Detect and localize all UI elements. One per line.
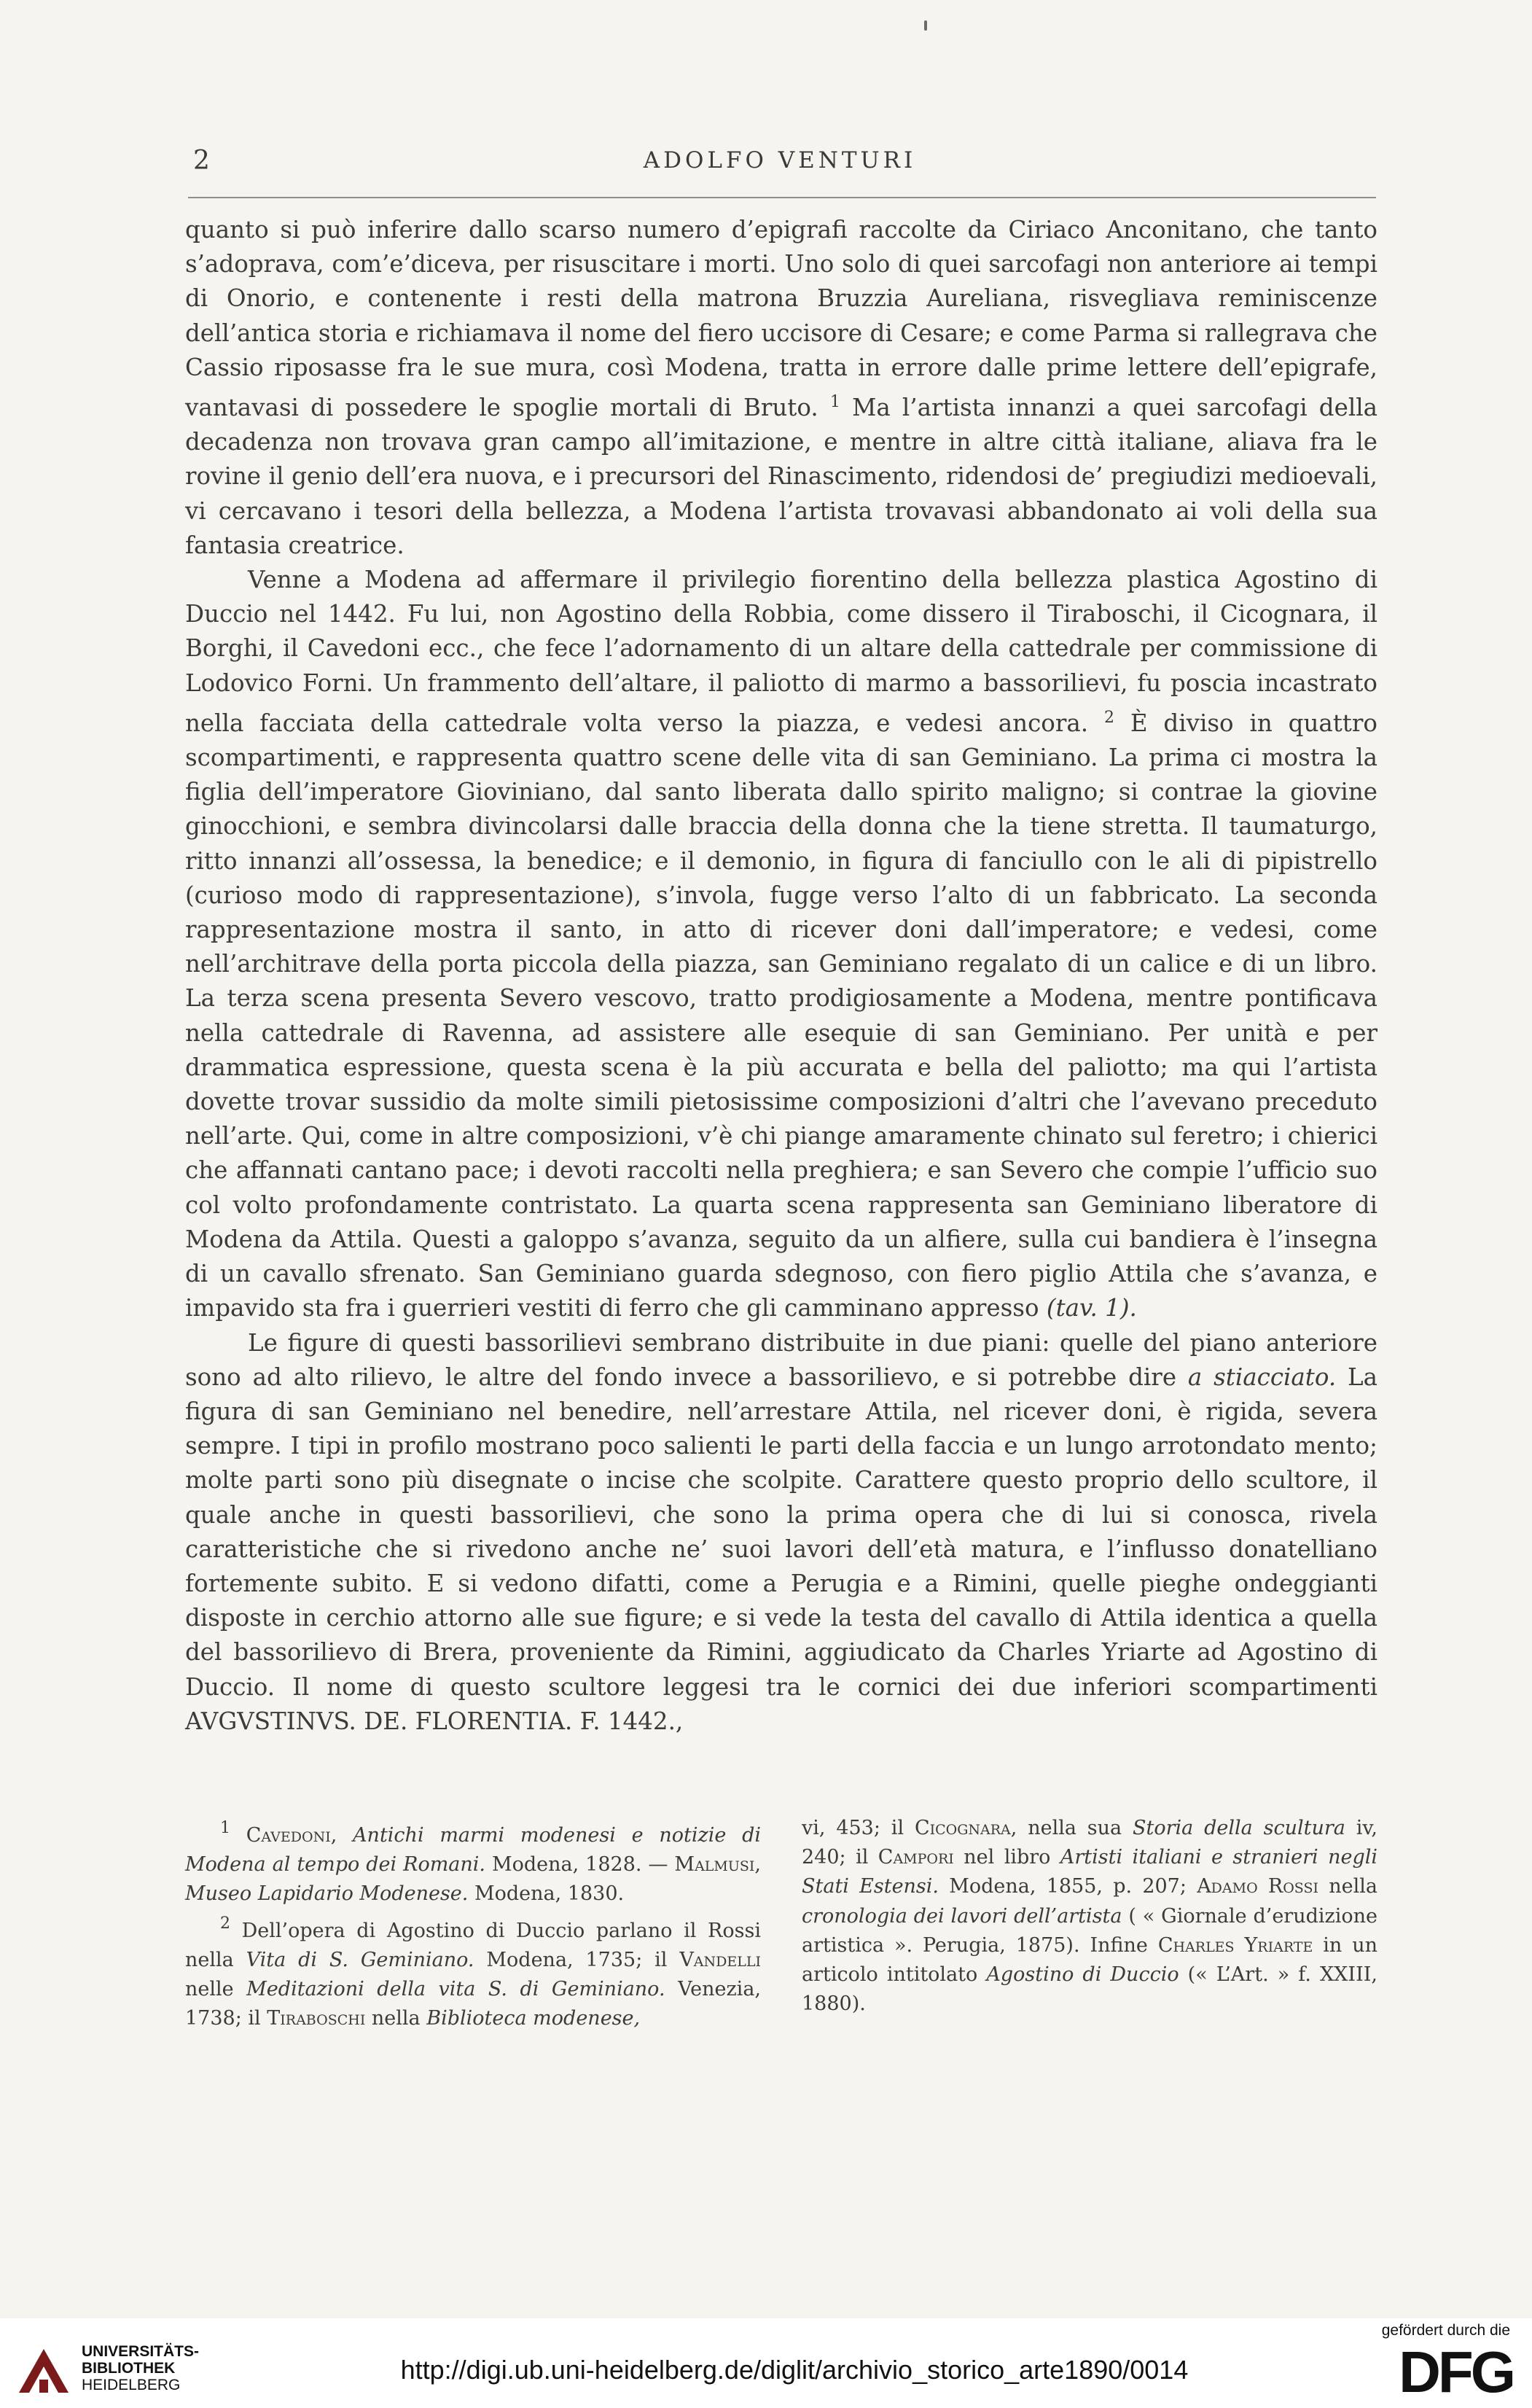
library-line-2: BIBLIOTHEK [82, 2360, 176, 2377]
footnote-ref-1[interactable]: 1 [829, 393, 840, 412]
footnote-2-text-g: nella sua [1028, 1817, 1122, 1839]
footnote-2-text-i: nel libro [964, 1846, 1051, 1869]
footnote-2-text-n: (« L’Art. » f. XXIII, 1880). [802, 1963, 1377, 2016]
university-library-name [82, 2343, 199, 2393]
header-rule [188, 197, 1376, 198]
footnote-1-author: Cavedoni, [246, 1824, 337, 1847]
library-line-1: UNIVERSITÄTS- [82, 2343, 200, 2360]
footnote-2-author-6: Adamo Rossi [1197, 1875, 1319, 1898]
footnote-2-title-3: Biblioteca modenese, [426, 2007, 641, 2030]
footnote-2-text-h: iv, 240; il [802, 1817, 1377, 1869]
footnote-1-author-2: Malmusi, [674, 1853, 761, 1877]
footnote-1-place: Modena, 1828. — [491, 1853, 675, 1877]
library-line-3: HEIDELBERG [82, 2377, 181, 2393]
paragraph-1 [185, 213, 1377, 563]
footnote-2-author-5: Campori [878, 1846, 954, 1869]
ink-speck [924, 20, 927, 31]
footnote-2-continued [802, 1814, 1377, 2019]
paragraph-2 [185, 563, 1377, 1325]
body-text [185, 213, 1377, 1739]
running-title: ADOLFO VENTURI [643, 147, 917, 174]
footnote-2-text-l: ( « Giornale d’erudizione artistica ». Perugia, 1875). Infine [802, 1904, 1377, 1957]
footnote-1-title-2: Museo Lapidario Modenese. [185, 1882, 469, 1906]
permalink-url[interactable]: http://digi.ub.uni-heidelberg.de/diglit/archivio_storico_arte1890/0014 [400, 2355, 1189, 2385]
paragraph-3-text-a: Le figure di questi bassorilievi sembrano distribuite in due piani: quelle del piano anteriore sono ad alto rilievo, le altre del fondo invece a bassorilievo, e si potrebbe dire [185, 1328, 1377, 1391]
paragraph-2-text-b: È diviso in quattro scompartimenti, e rappresenta quattro scene delle vita di san Geminiano. La prima ci mostra la figlia dell’imperatore Gioviniano, dal santo liberata dallo spirito maligno; si contrae la giovine ginocchioni, e sembra divincolarsi dalle braccia della donna che la tiene stretta. Il taumaturgo, ritto innanzi all’ossessa, la benedice; e il demonio, in figura di fanciullo con le ali di pipistrello (curioso modo di rappresentazione), s’invola, fugge verso l’alto di un fabbricato. La seconda rappresentazione mostra il santo, in atto di ricever doni dall’imperatore; e vedesi, come nell’architrave della porta piccola della piazza, san Geminiano regalato di un calice e di un libro. La terza scena presenta Severo vescovo, tratto prodigiosamente a Modena, mentre pontificava nella cattedrale di Ravenna, ad assistere alle esequie di san Geminiano. Per unità e per drammatica espressione, questa scena è la più accurata e bella del paliotto; ma qui l’artista dovette trovar sussidio da molte simili pietosissime composizioni d’altri che l’avevano preceduto nell’arte. Qui, come in altre composizioni, v’è chi piange amaramente chinato sul feretro; i chierici che affannati cantano pace; i devoti raccolti nella preghiera; e san Severo che compie l’ufficio suo col volto profondamente contristato. La quarta scena rappresenta san Geminiano liberatore di Modena da Attila. Questi a galoppo s’avanza, seguito da un alfiere, sulla cui bandiera è l’insegna di un cavallo sfrenato. San Geminiano guarda sdegnoso, con fiero piglio Attila che s’avanza, e impavido sta fra i guerrieri vestiti di ferro che gli camminano appresso [185, 709, 1377, 1322]
footnote-2-number: 2 [220, 1914, 230, 1933]
footnote-2-text-k: nella [1329, 1875, 1377, 1898]
footnote-2-text-e: nella [371, 2007, 421, 2030]
plate-reference: (tav. 1). [1046, 1294, 1137, 1322]
paragraph-3-emphasis: a stiacciato. [1187, 1363, 1337, 1391]
footnote-2-text-m: in un articolo intitolato [802, 1933, 1377, 1987]
footnote-ref-2[interactable]: 2 [1103, 708, 1114, 727]
page-number: 2 [193, 146, 211, 176]
footnote-2-title-4: Storia della scultura [1133, 1817, 1345, 1839]
paragraph-1-continuation: Ma l’artista innanzi a quei sarcofagi della decadenza non trovava gran campo all’imitazione, e mentre in altre città italiane, aliava fra le rovine il genio dell’era nuova, e i precursori del Rinascimento, ridendosi de’ pregiudizi medioevali, vi cercavano i tesori della bellezza, a Modena l’artista trovavasi abbandonato ai voli della sua fantasia creatrice. [185, 394, 1377, 559]
footnote-1-end: Modena, 1830. [474, 1882, 625, 1906]
footnotes-right-column [802, 1814, 1377, 2019]
footnote-2-text-b: Modena, 1735; il [486, 1948, 668, 1971]
dfg-logo: DFG [1399, 2339, 1513, 2404]
university-library-logo-icon [15, 2342, 73, 2400]
footnote-2-author-2: Vandelli [679, 1948, 761, 1971]
footnote-2-title-6: cronologia dei lavori dell’artista [802, 1904, 1122, 1928]
footnote-2-author-7: Charles Yriarte [1157, 1933, 1313, 1957]
footnote-1-title: Antichi marmi modenesi e notizie di Modena al tempo dei Romani. [185, 1824, 761, 1877]
running-header [179, 146, 1381, 175]
footnote-2-text-j: Modena, 1855, p. 207; [949, 1875, 1187, 1898]
footnote-2-text-f: vi, 453; il [802, 1817, 904, 1839]
paragraph-3-text-b: La figura di san Geminiano nel benedire, nell’arrestare Attila, nel ricever doni, è rigida, severa sempre. I tipi in profilo mostrano poco salienti le parti della faccia e un lungo arrotondato mento; molte parti sono più disegnate o incise che scolpite. Carattere questo proprio dello scultore, il quale anche in questi bassorilievi, che sono la prima opera che di lui si conosca, rivela caratteristiche che si rivedono anche ne’ suoi lavori dell’età matura, e l’influsso donatelliano fortemente subito. E si vedono difatti, come a Perugia e a Rimini, quelle pieghe ondeggianti disposte in cerchio attorno alle sue figure; e si vede la testa del cavallo di Attila identica a quella del bassorilievo di Brera, proveniente da Rimini, aggiudicato da Charles Yriarte ad Agostino di Duccio. Il nome di questo scultore leggesi tra le cornici dei due inferiori scompartimenti AVGVSTINVS. DE. FLORENTIA. F. 1442., [185, 1363, 1377, 1735]
footnote-2-text-a: Dell’opera di Agostino di Duccio parlano il Rossi nella [185, 1919, 761, 1971]
paragraph-3 [185, 1326, 1377, 1739]
funded-by-label: gefördert durch die [1381, 2322, 1510, 2339]
footnote-2-text-c: nelle [185, 1978, 234, 2001]
paragraph-1-text: quanto si può inferire dallo scarso numero d’epigrafi raccolte da Ciriaco Anconitano, che tanto s’adoprava, com’e’diceva, per risuscitare i morti. Uno solo di quei sarcofagi non anteriore ai tempi di Onorio, e contenente i resti della matrona Bruzzia Aureliana, risvegliava reminiscenze dell’antica storia e richiamava il nome del fiero uccisore di Cesare; e come Parma si rallegrava che Cassio riposasse fra le sue mura, così Modena, tratta in errore dalle prime lettere dell’epigrafe, vantavasi di possedere le spoglie mortali di Bruto. [185, 216, 1377, 422]
footnote-2 [185, 1909, 761, 2034]
footnote-2-title-2: Meditazioni della vita S. di Geminiano. [246, 1978, 665, 2001]
footnotes-left-column [185, 1814, 761, 2033]
footnote-2-title-7: Agostino di Duccio [986, 1963, 1179, 1987]
footnote-2-text-d: Venezia, 1738; il [185, 1978, 761, 2030]
footnote-2-title-1: Vita di S. Geminiano. [246, 1948, 474, 1971]
footnote-1 [185, 1814, 761, 1909]
footnote-2-author-4: Cicognara, [914, 1817, 1017, 1839]
footnote-2-author-3: Tiraboschi [267, 2007, 366, 2030]
footnote-1-number: 1 [220, 1819, 230, 1837]
paragraph-2-text-a: Venne a Modena ad affermare il privilegio fiorentino della bellezza plastica Agostino di Duccio nel 1442. Fu lui, non Agostino della Robbia, come dissero il Tiraboschi, il Cicognara, il Borghi, il Cavedoni ecc., che fece l’adornamento di un altare della cattedrale per commissione di Lodovico Forni. Un frammento dell’altare, il paliotto di marmo a bassorilievi, fu poscia incastrato nella facciata della cattedrale volta verso la piazza, e vedesi ancora. [185, 566, 1377, 737]
footnote-2-title-5: Artisti italiani e stranieri negli Stati Estensi. [802, 1846, 1378, 1898]
